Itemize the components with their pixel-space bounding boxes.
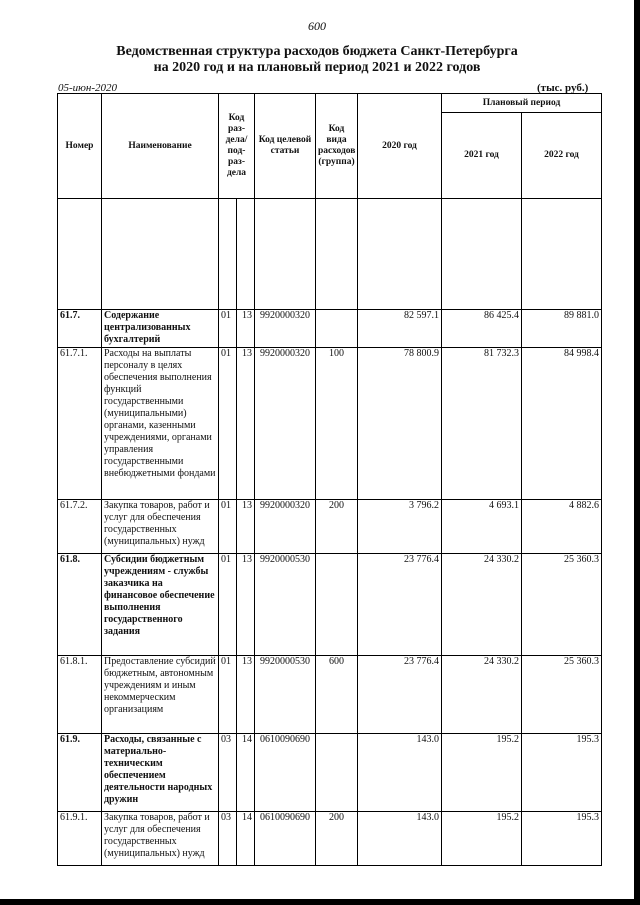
row-section: 01 <box>219 554 237 656</box>
row-section: 03 <box>219 812 237 866</box>
row-value-2021: 195.2 <box>442 812 522 866</box>
row-value-2021: 81 732.3 <box>442 348 522 500</box>
row-value-2021: 195.2 <box>442 734 522 812</box>
row-section: 01 <box>219 348 237 500</box>
row-target-code: 9920000320 <box>255 500 316 554</box>
row-value-2021: 24 330.2 <box>442 554 522 656</box>
header-row <box>58 94 602 113</box>
row-value-2022: 25 360.3 <box>522 656 602 734</box>
row-number: 61.7.2. <box>58 500 102 554</box>
title-line-2: на 2020 год и на плановый период 2021 и 2022 годов <box>153 60 481 75</box>
row-target-code: 9920000530 <box>255 656 316 734</box>
row-expense-type: 600 <box>316 656 358 734</box>
units-label: (тыс. руб.) <box>537 82 589 94</box>
row-subsection: 13 <box>237 656 255 734</box>
row-name: Содержание централизованных бухгалтерий <box>102 310 219 348</box>
row-name: Предоставление субсидий бюджетным, автономным учреждениям и иным некоммерческим организациям <box>102 656 219 734</box>
table-row <box>58 310 602 348</box>
row-expense-type <box>316 310 358 348</box>
row-value-2022: 4 882.6 <box>522 500 602 554</box>
row-subsection: 13 <box>237 348 255 500</box>
row-expense-type: 200 <box>316 500 358 554</box>
row-subsection: 13 <box>237 310 255 348</box>
row-value-2020: 23 776.4 <box>358 656 442 734</box>
row-expense-type: 200 <box>316 812 358 866</box>
table-row <box>58 734 602 812</box>
table-body <box>58 199 602 866</box>
table-row <box>58 554 602 656</box>
col-2020: 2020 год <box>358 94 442 199</box>
row-value-2020: 23 776.4 <box>358 554 442 656</box>
table-row <box>58 812 602 866</box>
row-name: Расходы на выплаты персоналу в целях обеспечения выполнения функций государственными (муниципальными) органами, казенными учреждениями, органами управления государственными внебюджетными фондами <box>102 348 219 500</box>
row-value-2020: 82 597.1 <box>358 310 442 348</box>
row-target-code: 9920000320 <box>255 310 316 348</box>
row-section: 01 <box>219 656 237 734</box>
row-value-2021: 4 693.1 <box>442 500 522 554</box>
row-value-2020: 78 800.9 <box>358 348 442 500</box>
table-row <box>58 348 602 500</box>
row-number: 61.9. <box>58 734 102 812</box>
col-target: Код целевой статьи <box>255 94 316 199</box>
row-value-2020: 143.0 <box>358 812 442 866</box>
row-number: 61.9.1. <box>58 812 102 866</box>
row-value-2021: 86 425.4 <box>442 310 522 348</box>
col-expense-type: Код вида расходов (группа) <box>316 94 358 199</box>
row-expense-type: 100 <box>316 348 358 500</box>
row-value-2020: 3 796.2 <box>358 500 442 554</box>
empty-row <box>58 199 602 310</box>
document-date: 05-июн-2020 <box>58 82 118 94</box>
row-expense-type <box>316 554 358 656</box>
row-value-2020: 143.0 <box>358 734 442 812</box>
row-number: 61.8. <box>58 554 102 656</box>
row-section: 03 <box>219 734 237 812</box>
row-value-2022: 25 360.3 <box>522 554 602 656</box>
row-expense-type <box>316 734 358 812</box>
row-target-code: 0610090690 <box>255 812 316 866</box>
row-value-2022: 195.3 <box>522 812 602 866</box>
document-title <box>0 44 634 76</box>
col-number: Номер <box>58 94 102 199</box>
row-target-code: 9920000320 <box>255 348 316 500</box>
col-name: Наименование <box>102 94 219 199</box>
row-value-2022: 89 881.0 <box>522 310 602 348</box>
row-subsection: 14 <box>237 734 255 812</box>
col-section: Код раз-дела/ под-раз-дела <box>219 94 255 199</box>
row-section: 01 <box>219 310 237 348</box>
row-value-2022: 195.3 <box>522 734 602 812</box>
row-name: Субсидии бюджетным учреждениям - службы заказчика на финансовое обеспечение выполнения государственного задания <box>102 554 219 656</box>
row-name: Закупка товаров, работ и услуг для обеспечения государственных (муниципальных) нужд <box>102 812 219 866</box>
row-number: 61.7. <box>58 310 102 348</box>
row-value-2022: 84 998.4 <box>522 348 602 500</box>
title-line-1: Ведомственная структура расходов бюджета Санкт-Петербурга <box>116 44 518 59</box>
col-2021: 2021 год <box>442 113 522 199</box>
row-number: 61.7.1. <box>58 348 102 500</box>
row-subsection: 13 <box>237 554 255 656</box>
row-target-code: 9920000530 <box>255 554 316 656</box>
page-number: 600 <box>308 19 326 33</box>
row-value-2021: 24 330.2 <box>442 656 522 734</box>
row-number: 61.8.1. <box>58 656 102 734</box>
col-planned: Плановый период <box>442 94 602 113</box>
row-name: Закупка товаров, работ и услуг для обеспечения государственных (муниципальных) нужд <box>102 500 219 554</box>
table-row <box>58 500 602 554</box>
row-name: Расходы, связанные с материально-техническим обеспечением деятельности народных дружин <box>102 734 219 812</box>
row-target-code: 0610090690 <box>255 734 316 812</box>
row-subsection: 13 <box>237 500 255 554</box>
col-2022: 2022 год <box>522 113 602 199</box>
row-subsection: 14 <box>237 812 255 866</box>
table-row <box>58 656 602 734</box>
budget-table <box>57 93 602 866</box>
row-section: 01 <box>219 500 237 554</box>
